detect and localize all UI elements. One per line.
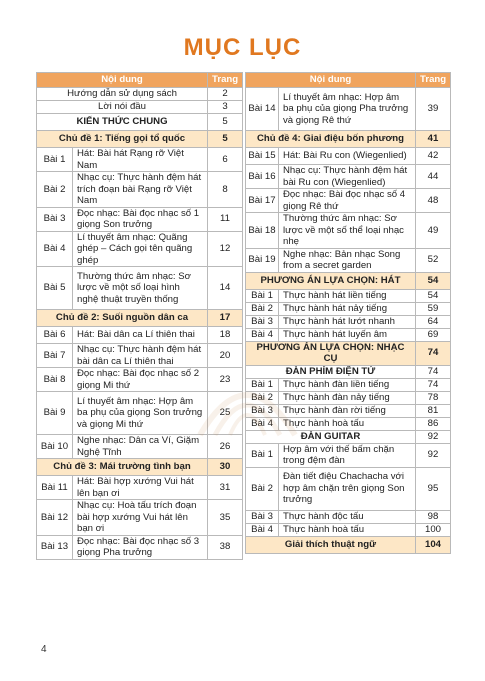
lesson-number: Bài 2 <box>37 172 73 208</box>
lesson-number: Bài 1 <box>246 289 279 302</box>
page-ref: 48 <box>416 189 451 213</box>
page-ref: 92 <box>416 443 451 467</box>
lesson-title: Thực hành hát nảy tiếng <box>279 302 416 315</box>
section-title: Chủ đề 3: Mái trường tình bạn <box>37 459 208 476</box>
toc-entry-title: KIẾN THỨC CHUNG <box>37 114 208 131</box>
toc-row <box>246 248 451 272</box>
lesson-title: Nhạc cụ: Thực hành đệm hát trích đoạn bài Rạng rỡ Việt Nam <box>73 172 208 208</box>
page-ref: 39 <box>416 88 451 131</box>
toc-section-row <box>37 459 243 476</box>
lesson-number: Bài 3 <box>37 207 73 231</box>
toc-row <box>37 88 243 101</box>
page-ref: 18 <box>208 327 243 344</box>
lesson-number: Bài 3 <box>246 510 279 523</box>
lesson-number: Bài 4 <box>37 231 73 267</box>
toc-row <box>37 101 243 114</box>
toc-section-row <box>37 310 243 327</box>
page-ref: 31 <box>208 476 243 500</box>
lesson-title: Nghe nhạc: Bản nhạc Song from a secret garden <box>279 248 416 272</box>
lesson-number: Bài 11 <box>37 476 73 500</box>
toc-row <box>246 467 451 510</box>
header-content: Nội dung <box>37 73 208 88</box>
toc-section-row <box>246 536 451 553</box>
lesson-title: Hát: Bài hợp xướng Vui hát lên bạn ơi <box>73 476 208 500</box>
watermark-logo <box>195 365 300 440</box>
page-ref: 98 <box>416 510 451 523</box>
toc-row <box>37 114 243 131</box>
page-ref: 64 <box>416 315 451 328</box>
toc-row <box>246 302 451 315</box>
lesson-number: Bài 14 <box>246 88 279 131</box>
lesson-title: Đọc nhạc: Bài đọc nhạc số 4 giọng Rê thứ <box>279 189 416 213</box>
toc-entry-title: ĐÀN PHÍM ĐIỆN TỬ <box>246 365 416 378</box>
page-ref: 14 <box>208 267 243 310</box>
toc-entry-title: ĐÀN GUITAR <box>246 430 416 443</box>
lesson-title: Hát: Bài dân ca Lí thiên thai <box>73 327 208 344</box>
toc-row <box>246 443 451 467</box>
toc-row <box>246 213 451 249</box>
lesson-title: Thường thức âm nhạc: Sơ lược về một số thể loại nhạc nhẹ <box>279 213 416 249</box>
page-ref: 44 <box>416 165 451 189</box>
page-ref: 41 <box>416 131 451 148</box>
section-title: PHƯƠNG ÁN LỰA CHỌN: NHẠC CỤ <box>246 341 416 365</box>
page-ref: 100 <box>416 523 451 536</box>
lesson-number: Bài 1 <box>246 378 279 391</box>
lesson-number: Bài 10 <box>37 435 73 459</box>
lesson-number: Bài 16 <box>246 165 279 189</box>
page-ref: 25 <box>208 392 243 435</box>
page-ref: 49 <box>416 213 451 249</box>
lesson-title: Đọc nhạc: Bài đọc nhạc số 3 giọng Pha trưởng <box>73 535 208 559</box>
page-ref: 5 <box>208 131 243 148</box>
lesson-title: Thực hành hát luyến âm <box>279 328 416 341</box>
page-title: MỤC LỤC <box>183 34 302 61</box>
toc-row <box>246 328 451 341</box>
page-ref: 12 <box>208 231 243 267</box>
header-page: Trang <box>208 73 243 88</box>
section-title: Chủ đề 1: Tiếng gọi tổ quốc <box>37 131 208 148</box>
lesson-number: Bài 19 <box>246 248 279 272</box>
lesson-title: Thực hành hát liền tiếng <box>279 289 416 302</box>
toc-row <box>37 172 243 208</box>
lesson-title: Hát: Bài Ru con (Wiegenlied) <box>279 148 416 165</box>
lesson-title: Thực hành đàn liền tiếng <box>279 378 416 391</box>
toc-row <box>246 315 451 328</box>
lesson-number: Bài 6 <box>37 327 73 344</box>
lesson-title: Thực hành hoà tấu <box>279 417 416 430</box>
page-ref: 26 <box>208 435 243 459</box>
toc-row <box>246 289 451 302</box>
lesson-number: Bài 5 <box>37 267 73 310</box>
page-ref: 74 <box>416 341 451 365</box>
page-ref: 74 <box>416 378 451 391</box>
lesson-number: Bài 3 <box>246 404 279 417</box>
page-ref: 17 <box>208 310 243 327</box>
lesson-number: Bài 9 <box>37 392 73 435</box>
toc-table-left <box>36 72 243 560</box>
lesson-title: Lí thuyết âm nhạc: Hợp âm ba phụ của giọng Son trưởng và giọng Mi thứ <box>73 392 208 435</box>
lesson-number: Bài 12 <box>37 500 73 536</box>
lesson-number: Bài 18 <box>246 213 279 249</box>
toc-section-row <box>37 131 243 148</box>
page-ref: 38 <box>208 535 243 559</box>
lesson-title: Đàn tiết điệu Chachacha với hợp âm chặn trên giọng Son trưởng <box>279 467 416 510</box>
lesson-title: Nhạc cụ: Thực hành đệm hát bài dân ca Lí thiên thai <box>73 344 208 368</box>
toc-row <box>37 267 243 310</box>
lesson-title: Đọc nhạc: Bài đọc nhạc số 1 giọng Son trưởng <box>73 207 208 231</box>
page-ref: 30 <box>208 459 243 476</box>
page-ref: 59 <box>416 302 451 315</box>
section-title: Giải thích thuật ngữ <box>246 536 416 553</box>
lesson-number: Bài 7 <box>37 344 73 368</box>
lesson-title: Thực hành đàn rời tiếng <box>279 404 416 417</box>
page-number: 4 <box>41 644 47 655</box>
lesson-title: Thực hành hát lướt nhanh <box>279 315 416 328</box>
toc-row <box>37 344 243 368</box>
page-ref: 2 <box>208 88 243 101</box>
lesson-number: Bài 1 <box>37 148 73 172</box>
toc-row <box>37 500 243 536</box>
lesson-number: Bài 4 <box>246 417 279 430</box>
page-ref: 52 <box>416 248 451 272</box>
toc-row <box>246 148 451 165</box>
lesson-number: Bài 1 <box>246 443 279 467</box>
lesson-title: Đọc nhạc: Bài đọc nhạc số 2 giọng Mi thứ <box>73 368 208 392</box>
lesson-title: Nghe nhạc: Dân ca Ví, Giặm Nghệ Tĩnh <box>73 435 208 459</box>
toc-section-row <box>246 272 451 289</box>
toc-row <box>37 535 243 559</box>
section-title: PHƯƠNG ÁN LỰA CHỌN: HÁT <box>246 272 416 289</box>
header-page: Trang <box>416 73 451 88</box>
lesson-number: Bài 15 <box>246 148 279 165</box>
lesson-number: Bài 2 <box>246 302 279 315</box>
lesson-title: Thực hành độc tấu <box>279 510 416 523</box>
section-title: Chủ đề 4: Giai điệu bốn phương <box>246 131 416 148</box>
lesson-number: Bài 13 <box>37 535 73 559</box>
toc-section-row <box>246 341 451 365</box>
lesson-title: Thực hành đàn nảy tiếng <box>279 391 416 404</box>
lesson-title: Thực hành hoà tấu <box>279 523 416 536</box>
lesson-title: Hát: Bài hát Rạng rỡ Việt Nam <box>73 148 208 172</box>
toc-row <box>246 523 451 536</box>
page-ref: 104 <box>416 536 451 553</box>
toc-entry-title: Hướng dẫn sử dụng sách <box>37 88 208 101</box>
lesson-title: Hợp âm với thế bấm chặn trong đệm đàn <box>279 443 416 467</box>
toc-row <box>246 189 451 213</box>
lesson-number: Bài 17 <box>246 189 279 213</box>
toc-row <box>246 165 451 189</box>
section-title: Chủ đề 2: Suối nguồn dân ca <box>37 310 208 327</box>
page-ref: 92 <box>416 430 451 443</box>
page-ref: 6 <box>208 148 243 172</box>
lesson-title: Nhạc cụ: Hoà tấu trích đoạn bài hợp xướng Vui hát lên bạn ơi <box>73 500 208 536</box>
page-ref: 35 <box>208 500 243 536</box>
toc-row <box>246 88 451 131</box>
toc-section-row <box>246 131 451 148</box>
page-ref: 8 <box>208 172 243 208</box>
toc-row <box>37 231 243 267</box>
toc-row <box>246 510 451 523</box>
page-ref: 42 <box>416 148 451 165</box>
page-ref: 69 <box>416 328 451 341</box>
page-ref: 54 <box>416 289 451 302</box>
header-content: Nội dung <box>246 73 416 88</box>
toc-row <box>37 476 243 500</box>
lesson-number: Bài 2 <box>246 391 279 404</box>
page-ref: 81 <box>416 404 451 417</box>
lesson-title: Lí thuyết âm nhạc: Hợp âm ba phụ của giọng Pha trưởng và giọng Rê thứ <box>279 88 416 131</box>
page-ref: 20 <box>208 344 243 368</box>
page-ref: 95 <box>416 467 451 510</box>
lesson-title: Lí thuyết âm nhạc: Quãng ghép – Cách gọi tên quãng ghép <box>73 231 208 267</box>
lesson-number: Bài 3 <box>246 315 279 328</box>
page-ref: 23 <box>208 368 243 392</box>
lesson-number: Bài 4 <box>246 328 279 341</box>
lesson-title: Nhạc cụ: Thực hành đệm hát bài Ru con (Wiegenlied) <box>279 165 416 189</box>
page-ref: 74 <box>416 365 451 378</box>
page-ref: 86 <box>416 417 451 430</box>
toc-row <box>37 207 243 231</box>
page-ref: 11 <box>208 207 243 231</box>
lesson-number: Bài 2 <box>246 467 279 510</box>
toc-row <box>37 148 243 172</box>
page-ref: 78 <box>416 391 451 404</box>
toc-row <box>37 327 243 344</box>
page-ref: 54 <box>416 272 451 289</box>
toc-entry-title: Lời nói đầu <box>37 101 208 114</box>
page-ref: 3 <box>208 101 243 114</box>
page-ref: 5 <box>208 114 243 131</box>
lesson-number: Bài 4 <box>246 523 279 536</box>
lesson-number: Bài 8 <box>37 368 73 392</box>
toc-table-right <box>245 72 451 554</box>
lesson-title: Thường thức âm nhạc: Sơ lược về một số loại hình nghệ thuật truyền thống <box>73 267 208 310</box>
